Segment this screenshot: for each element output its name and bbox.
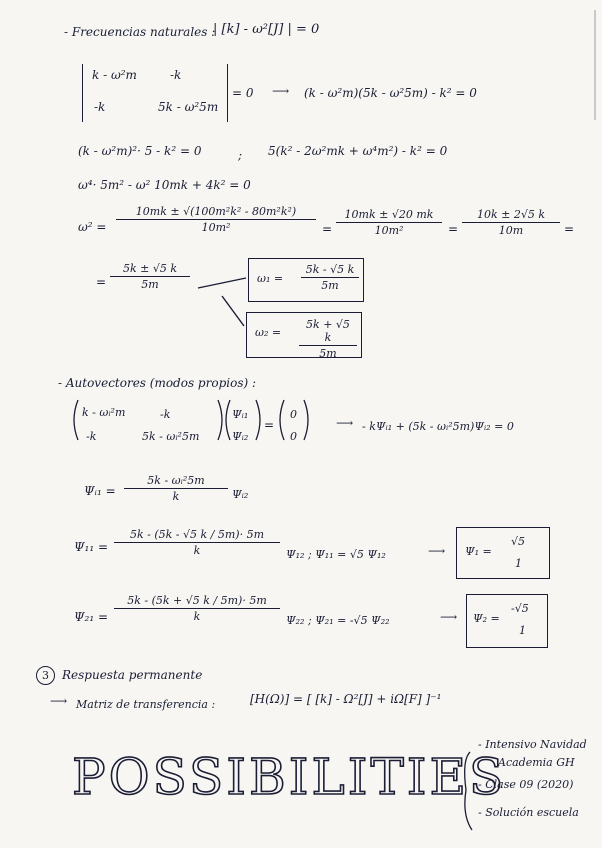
- det-a11: k - ω²m: [92, 68, 137, 82]
- modes-v2: Ψᵢ₂: [232, 430, 249, 443]
- det-a12: -k: [170, 68, 182, 82]
- psi-2-box: [466, 594, 548, 648]
- psi-21-rhs: Ψ₂₂ ; Ψ₂₁ = -√5 Ψ₂₂: [286, 614, 390, 627]
- perm-arrow-icon: ⟶: [50, 694, 68, 708]
- omega-1-label: ω₁ =: [257, 272, 284, 285]
- modes-eq: =: [264, 418, 275, 432]
- omega-2-den: 5m: [319, 347, 337, 360]
- section-3-number: 3: [36, 666, 55, 685]
- section-freq-title: - Frecuencias naturales :: [64, 25, 216, 39]
- brand-logo: POSSIBILITIES: [72, 748, 507, 806]
- freq-condition: | [k] - ω²[J] | = 0: [213, 22, 320, 37]
- omega-1-num: 5k - √5 k: [301, 263, 359, 278]
- step-line-2: 5(k² - 2ω²mk + ω⁴m²) - k² = 0: [268, 144, 448, 158]
- footer-meta-4: - Solución escuela: [478, 806, 579, 819]
- perm-formula: [H(Ω)] = [ [k] - Ω²[J] + iΩ[F] ]⁻¹: [250, 692, 442, 706]
- omega-frac-2-den: 10m²: [374, 224, 404, 237]
- omega-frac-2-num: 10mk ± √20 mk: [336, 208, 442, 223]
- omega-1-den: 5m: [321, 279, 339, 292]
- modes-m11: k - ωᵢ²m: [82, 406, 126, 419]
- omega-sq-lhs: ω² =: [78, 220, 107, 234]
- page-edge-mark: [586, 10, 596, 120]
- footer-meta-2: Academia GH: [498, 756, 575, 769]
- psi-i1-lhs: Ψᵢ₁ =: [84, 484, 116, 498]
- omega-eq-1: =: [322, 222, 333, 236]
- psi-i1-frac: [124, 474, 228, 503]
- modes-result: - kΨᵢ₁ + (5k - ωᵢ²5m)Ψᵢ₂ = 0: [362, 420, 514, 433]
- psi-11-num: 5k - (5k - √5 k / 5m)· 5m: [114, 528, 280, 543]
- det-a21: -k: [94, 100, 106, 114]
- det-a22: 5k - ω²5m: [158, 100, 219, 114]
- det-expanded: (k - ω²m)(5k - ω²5m) - k² = 0: [304, 86, 477, 100]
- psi-21-arrow-icon: ⟶: [440, 610, 458, 624]
- psi-21-frac: [114, 594, 280, 623]
- omega-result-num: 5k ± √5 k: [110, 262, 190, 277]
- psi-21-num: 5k - (5k + √5 k / 5m)· 5m: [114, 594, 280, 609]
- psi-11-frac: [114, 528, 280, 557]
- omega-eq-2: =: [448, 222, 459, 236]
- footer-meta-1: - Intensivo Navidad: [478, 738, 587, 751]
- psi-11-arrow-icon: ⟶: [428, 544, 446, 558]
- psi-11-lhs: Ψ₁₁ =: [74, 540, 109, 554]
- omega-frac-3-num: 10k ± 2√5 k: [462, 208, 560, 223]
- step-line-3: ω⁴· 5m² - ω² 10mk + 4k² = 0: [78, 178, 251, 192]
- omega-frac-1-num: 10mk ± √(100m²k² - 80m²k²): [116, 205, 316, 220]
- modes-m12: -k: [160, 408, 171, 421]
- psi-11-den: k: [193, 544, 201, 557]
- psi-2-top: -√5: [511, 602, 529, 615]
- omega-result-den: 5m: [141, 278, 159, 291]
- psi-2-label: Ψ₂ =: [473, 612, 500, 625]
- det-rhs: = 0: [232, 86, 254, 100]
- omega-result-eq: =: [96, 275, 107, 289]
- psi-1-top: √5: [511, 535, 526, 548]
- step-line-1: (k - ω²m)²· 5 - k² = 0: [78, 144, 202, 158]
- omega-eq-3: =: [564, 222, 575, 236]
- modes-z2: 0: [290, 430, 297, 443]
- omega-2-num: 5k + √5 k: [299, 318, 357, 346]
- psi-1-bottom: 1: [515, 557, 522, 570]
- modes-v1: Ψᵢ₁: [232, 408, 249, 421]
- omega-2-label: ω₂ =: [255, 326, 282, 339]
- psi-i1-num: 5k - ωᵢ²5m: [124, 474, 228, 489]
- psi-21-lhs: Ψ₂₁ =: [74, 610, 109, 624]
- psi-i1-rhs: Ψᵢ₂: [232, 488, 249, 501]
- section-modes-title: - Autovectores (modos propios) :: [58, 376, 257, 390]
- modes-arrow-icon: ⟶: [336, 416, 354, 430]
- omega-frac-3-den: 10m: [498, 224, 524, 237]
- section-perm-title: Respuesta permanente: [62, 668, 203, 682]
- omega-frac-1-den: 10m²: [201, 221, 231, 234]
- step-separator: ;: [238, 148, 243, 162]
- footer-meta-3: - Clase 09 (2020): [478, 778, 574, 791]
- psi-11-rhs: Ψ₁₂ ; Ψ₁₁ = √5 Ψ₁₂: [286, 548, 386, 561]
- arrow-icon: ⟶: [272, 84, 290, 98]
- modes-m21: -k: [86, 430, 97, 443]
- psi-1-box: [456, 527, 550, 579]
- modes-m22: 5k - ωᵢ²5m: [142, 430, 200, 443]
- perm-label: Matriz de transferencia :: [76, 698, 216, 711]
- modes-z1: 0: [290, 408, 297, 421]
- psi-i1-den: k: [172, 490, 180, 503]
- psi-2-bottom: 1: [519, 624, 526, 637]
- psi-21-den: k: [193, 610, 201, 623]
- psi-1-label: Ψ₁ =: [465, 545, 492, 558]
